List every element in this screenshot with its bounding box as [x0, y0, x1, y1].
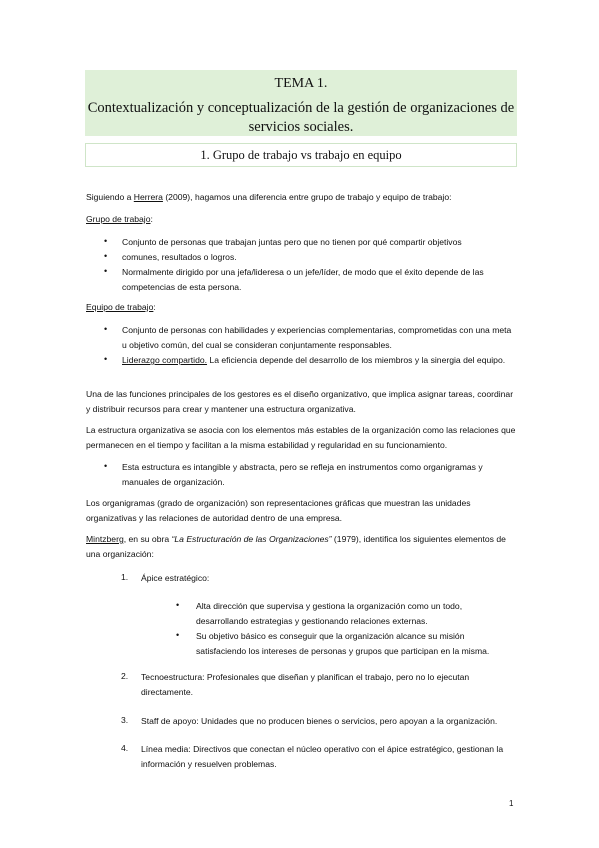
list-item: Alta dirección que supervisa y gestiona la organización como un todo, desarrollando estrategias y gestionando relaciones externas. — [196, 601, 463, 626]
tema-heading: TEMA 1. — [274, 76, 328, 91]
liderazgo-label: Liderazgo compartido. — [122, 355, 208, 365]
bullet-icon: • — [104, 461, 108, 471]
bullet-icon: • — [104, 236, 108, 246]
list-item: Normalmente dirigido por una jefa/lideresa o un jefe/líder, de modo que el éxito depende de las competencias de esta persona. — [122, 267, 484, 292]
author-mintzberg: Mintzberg — [86, 534, 124, 544]
intro-pre: Siguiendo a — [86, 192, 134, 202]
list-number: 3. — [121, 715, 129, 725]
list-item: Tecnoestructura: Profesionales que diseñan y planifican el trabajo, pero no lo ejecutan directamente. — [141, 672, 470, 697]
paragraph: Una de las funciones principales de los gestores es el diseño organizativo, que implica asignar tareas, coordinar y distribuir recursos para crear y mantener una estructura organizativa. — [86, 389, 514, 414]
bullet-icon: • — [176, 630, 180, 640]
list-item: Esta estructura es intangible y abstracta, pero se refleja en instrumentos como organigramas y manuales de organización. — [122, 462, 483, 487]
list-number: 1. — [121, 572, 129, 582]
equipo-colon: : — [153, 302, 156, 312]
work-title: “La Estructuración de las Organizaciones” — [171, 534, 332, 544]
mintzberg-paragraph — [86, 532, 516, 562]
liderazgo-text: La eficiencia depende del desarrollo de los miembros y la sinergia del equipo. — [207, 355, 506, 365]
bullet-icon: • — [104, 266, 108, 276]
mintz-post: (1979), identifica los siguientes elementos de una organización: — [86, 534, 506, 559]
list-item — [122, 353, 517, 368]
list-item: Conjunto de personas con habilidades y experiencias complementarias, comprometidas con una meta u objetivo común, del cual se consideran conjuntamente responsables. — [122, 325, 512, 350]
grupo-heading-line — [86, 212, 516, 227]
list-number: 4. — [121, 743, 129, 753]
mintz-pre: , en su obra — [123, 534, 172, 544]
grupo-heading: Grupo de trabajo — [86, 214, 151, 224]
list-item: comunes, resultados o logros. — [122, 252, 237, 262]
list-item: Conjunto de personas que trabajan juntas pero que no tienen por qué compartir objetivos — [122, 237, 462, 247]
paragraph: Los organigramas (grado de organización) son representaciones gráficas que muestran las unidades organizativas y las relaciones de autoridad dentro de una empresa. — [86, 498, 471, 523]
list-item: Ápice estratégico: — [141, 573, 210, 583]
document-title: Contextualización y conceptualización de la gestión de organizaciones de servicios sociales. — [87, 100, 515, 135]
bullet-icon: • — [104, 354, 108, 364]
grupo-colon: : — [150, 214, 153, 224]
paragraph: La estructura organizativa se asocia con los elementos más estables de la organización como las relaciones que permanecen en el tiempo y facilitan a la misma estabilidad y regularidad en su funcionamiento. — [86, 425, 516, 450]
page-number: 1 — [509, 799, 514, 808]
intro-post: (2009), hagamos una diferencia entre grupo de trabajo y equipo de trabajo: — [162, 192, 452, 202]
bullet-icon: • — [104, 324, 108, 334]
section-heading: 1. Grupo de trabajo vs trabajo en equipo — [85, 143, 517, 167]
list-item: Su objetivo básico es conseguir que la organización alcance su misión satisfaciendo los intereses de personas y grupos que participan en la misma. — [196, 631, 490, 656]
list-item: Staff de apoyo: Unidades que no producen bienes o servicios, pero apoyan a la organización. — [141, 716, 498, 726]
list-number: 2. — [121, 671, 129, 681]
equipo-heading: Equipo de trabajo — [86, 302, 154, 312]
equipo-heading-line — [86, 300, 516, 315]
bullet-icon: • — [176, 600, 180, 610]
author-herrera: Herrera — [133, 192, 163, 202]
bullet-icon: • — [104, 251, 108, 261]
title-box — [85, 70, 517, 136]
list-item: Línea media: Directivos que conectan el núcleo operativo con el ápice estratégico, gestionan la información y resuelven problemas. — [141, 744, 504, 769]
intro-paragraph — [86, 190, 516, 205]
